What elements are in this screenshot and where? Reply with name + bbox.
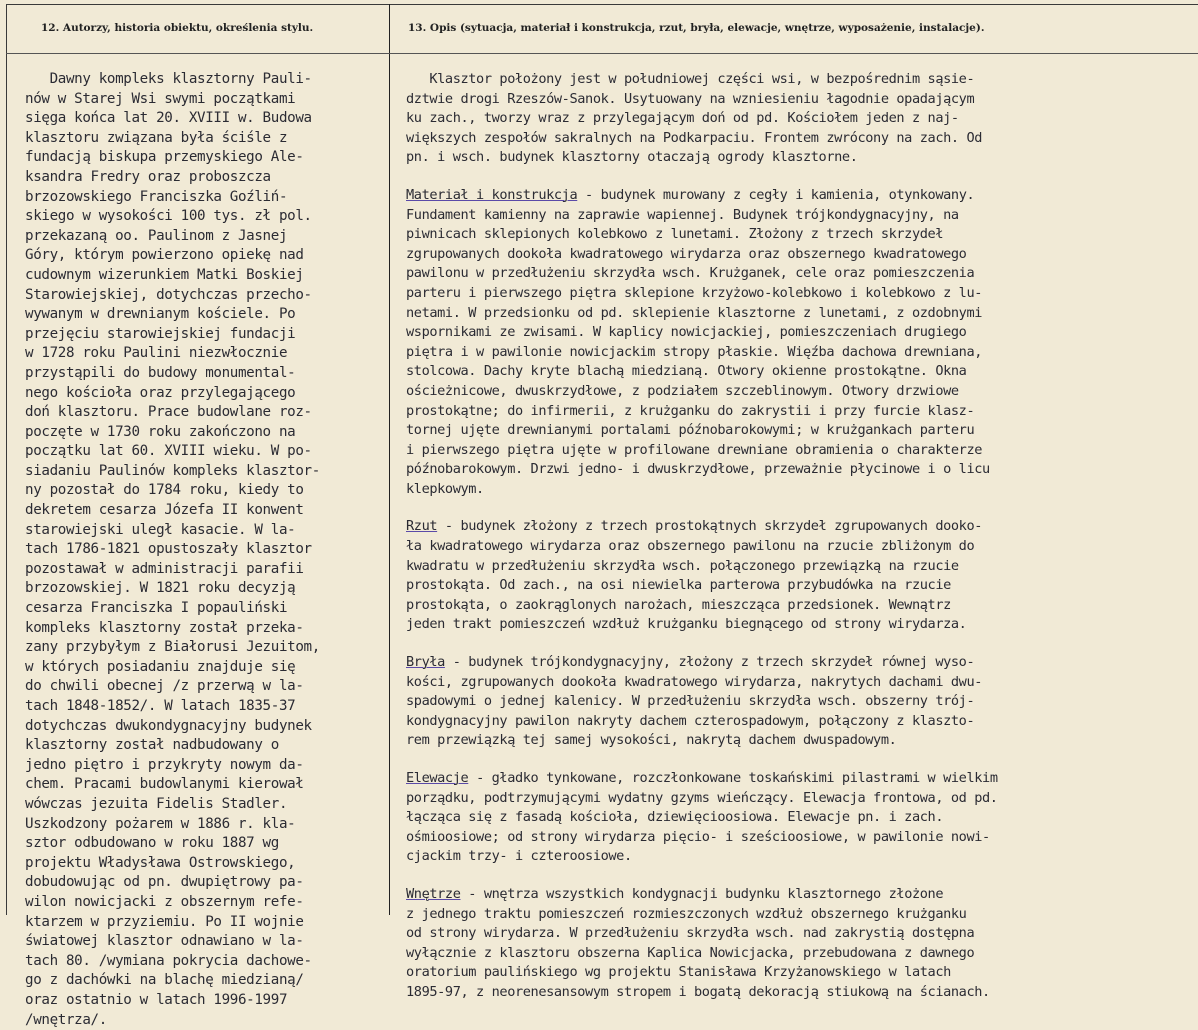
sheet-top-border	[6, 4, 1198, 5]
section-heading: Bryła	[406, 654, 445, 670]
section-heading: Materiał i konstrukcja	[406, 187, 577, 203]
description-text-line: pn. i wsch. budynek klasztorny otaczają ogrody klasztorne.	[406, 148, 998, 168]
header-rule	[6, 53, 1198, 54]
description-text-line: z jednego traktu pomieszczeń rozmieszczonych wzdłuż obszernego krużganku	[406, 905, 998, 925]
history-text-line: chem. Pracami budowlanymi kierował	[25, 775, 320, 795]
history-text-line: cudownym wizerunkiem Matki Boskiej	[25, 266, 320, 286]
description-text-line: od strony wirydarza. W przedłużeniu skrzydła wsch. nad zakrystią dostępna	[406, 924, 998, 944]
section-heading: Elewacje	[406, 770, 468, 786]
history-text-line: tach 1848-1852/. W latach 1835-37	[25, 697, 320, 717]
description-text-line: zgrupowanych dookoła kwadratowego wirydarza oraz obszernego kwadratowego	[406, 245, 998, 265]
description-section	[406, 517, 998, 635]
history-text-line: pozostawał w administracji parafii	[25, 560, 320, 580]
history-text-line: wilon nowicjacki z obszernym refe-	[25, 893, 320, 913]
history-text-line: sięga końca lat 20. XVIII w. Budowa	[25, 109, 320, 129]
history-text-line: ny pozostał do 1784 roku, kiedy to	[25, 481, 320, 501]
section-first-line	[406, 653, 998, 673]
history-text-line: sztor odbudowano w roku 1887 wg	[25, 834, 320, 854]
description-text-line: późnobarokowym. Drzwi jedno- i dwuskrzydłowe, przeważnie płycinowe i o licu	[406, 460, 998, 480]
history-text-line: go z dachówki na blachę miedzianą/	[25, 971, 320, 991]
description-text-line: cjackim trzy- i czteroosiowe.	[406, 847, 998, 867]
description-text-line: wyłącznie z klasztoru obszerna Kaplica Nowicjacka, przebudowana z dawnego	[406, 944, 998, 964]
right-column-heading: 13. Opis (sytuacja, materiał i konstrukcja, rzut, bryła, elewacje, wnętrze, wyposażenie, instalacje).	[408, 22, 985, 34]
description-text-line: netami. W przedsionku od pd. sklepienie klasztorne z lunetami, z ozdobnymi	[406, 304, 998, 324]
description-text-line: 1895-97, z neorenesansowym stropem i bogatą dekoracją stiukową na ścianach.	[406, 983, 998, 1003]
description-text-line: tornej ujęte drewnianymi portalami późnobarokowymi; w krużgankach parteru	[406, 421, 998, 441]
history-text-line: tach 80. /wymiana pokrycia dachowe-	[25, 952, 320, 972]
description-text-line: ościeżnicowe, dwuskrzydłowe, z podziałem szczeblinowym. Otwory drzwiowe	[406, 382, 998, 402]
section-first-line-text: - budynek murowany z cegły i kamienia, otynkowany.	[577, 187, 974, 203]
description-text-line: stolcowa. Dachy kryte blachą miedzianą. Otwory okienne prostokątne. Okna	[406, 362, 998, 382]
history-text-line: w których posiadaniu znajduje się	[25, 658, 320, 678]
sheet-left-border	[6, 4, 7, 915]
description-text-line: ła kwadratowego wirydarza oraz obszernego pawilonu na rzucie zbliżonym do	[406, 537, 998, 557]
history-text-line: zany przybyłym z Białorusi Jezuitom,	[25, 638, 320, 658]
history-text-line: dotychczas dwukondygnacyjny budynek	[25, 717, 320, 737]
history-text-line: wywanym w drewnianym kościele. Po	[25, 305, 320, 325]
history-text-line: przejęciu starowiejskiej fundacji	[25, 325, 320, 345]
description-text-column	[406, 70, 998, 1003]
history-text-line: brzozowskiego Franciszka Goźliń-	[25, 188, 320, 208]
section-first-line	[406, 769, 998, 789]
description-section	[406, 885, 998, 1003]
description-text-line: kondygnacyjny pawilon nakryty dachem czterospadowym, połączony z klaszto-	[406, 712, 998, 732]
description-text-line: ośmioosiowe; od strony wirydarza pięcio- i sześcioosiowe, w pawilonie nowi-	[406, 828, 998, 848]
description-section	[406, 769, 998, 867]
description-text-line: rem przewiązką tej samej wysokości, nakrytą dachem dwuspadowym.	[406, 731, 998, 751]
section-heading: Rzut	[406, 518, 437, 534]
description-text-line: Klasztor położony jest w południowej części wsi, w bezpośrednim sąsie-	[406, 70, 998, 90]
description-section	[406, 653, 998, 751]
section-gap	[406, 168, 998, 186]
history-text-line: przekazaną oo. Paulinom z Jasnej	[25, 227, 320, 247]
history-text-line: tach 1786-1821 opustoszały klasztor	[25, 540, 320, 560]
section-first-line	[406, 517, 998, 537]
description-text-line: klepkowym.	[406, 480, 998, 500]
description-section	[406, 186, 998, 500]
description-text-line: piętra i w pawilonie nowicjackim stropy płaskie. Więźba dachowa drewniana,	[406, 343, 998, 363]
history-text-line: wówczas jezuita Fidelis Stadler.	[25, 795, 320, 815]
history-text-line: klasztorny został nadbudowany o	[25, 736, 320, 756]
section-first-line-text: - budynek złożony z trzech prostokątnych skrzydeł zgrupowanych dooko-	[437, 518, 982, 534]
description-text-line: łącząca się z fasadą kościoła, dziewięcioosiowa. Elewacje pn. i zach.	[406, 808, 998, 828]
description-text-line: oratorium paulińskiego wg projektu Stanisława Krzyżanowskiego w latach	[406, 963, 998, 983]
history-text-line: Góry, którym powierzono opiekę nad	[25, 246, 320, 266]
section-gap	[406, 867, 998, 885]
history-text-line: początku lat 60. XVIII wieku. W po-	[25, 442, 320, 462]
history-text-line: Dawny kompleks klasztorny Pauli-	[25, 70, 320, 90]
section-first-line	[406, 186, 998, 206]
history-text-line: ksandra Fredry oraz proboszcza	[25, 168, 320, 188]
history-text-line: Starowiejskiej, dotychczas przecho-	[25, 286, 320, 306]
history-text-line: dekretem cesarza Józefa II konwent	[25, 501, 320, 521]
description-section	[406, 70, 998, 168]
section-first-line-text: - budynek trójkondygnacyjny, złożony z trzech skrzydeł równej wyso-	[445, 654, 974, 670]
description-text-line: prostokąta. Od zach., na osi niewielka parterowa przybudówka na rzucie	[406, 576, 998, 596]
description-text-line: Fundament kamienny na zaprawie wapiennej. Budynek trójkondygnacyjny, na	[406, 206, 998, 226]
history-text-line: /wnętrza/.	[25, 1011, 320, 1030]
description-text-line: i pierwszego piętra ujęte w profilowane drewniane obramienia o charakterze	[406, 441, 998, 461]
history-text-line: Uszkodzony pożarem w 1886 r. kla-	[25, 815, 320, 835]
section-gap	[406, 499, 998, 517]
history-text-line: kompleks klasztorny został przeka-	[25, 619, 320, 639]
history-text-line: siadaniu Paulinów kompleks klasztor-	[25, 462, 320, 482]
history-text-line: nów w Starej Wsi swymi początkami	[25, 90, 320, 110]
history-text-line: projektu Władysława Ostrowskiego,	[25, 854, 320, 874]
history-text-line: nego kościoła oraz przylegającego	[25, 384, 320, 404]
history-text-line: przystąpili do budowy monumental-	[25, 364, 320, 384]
history-text-line: oraz ostatnio w latach 1996-1997	[25, 991, 320, 1011]
history-text-line: jedno piętro i przykryty nowym da-	[25, 756, 320, 776]
history-text-line: poczęte w 1730 roku zakończono na	[25, 423, 320, 443]
history-text-line: światowej klasztor odnawiano w la-	[25, 932, 320, 952]
history-text-line: cesarza Franciszka I popauliński	[25, 599, 320, 619]
section-gap	[406, 751, 998, 769]
description-text-line: kości, zgrupowanych dookoła kwadratowego wirydarza, nakrytych dachami dwu-	[406, 673, 998, 693]
section-heading: Wnętrze	[406, 886, 461, 902]
description-text-line: wspornikami ze zwisami. W kaplicy nowicjackiej, pomieszczeniach drugiego	[406, 323, 998, 343]
history-text-line: fundacją biskupa przemyskiego Ale-	[25, 148, 320, 168]
description-text-line: prostokątne; do infirmerii, z krużganku do zakrystii i przy furcie klasz-	[406, 402, 998, 422]
history-text-line: skiego w wysokości 100 tys. zł pol.	[25, 207, 320, 227]
history-text-line: doń klasztoru. Prace budowlane roz-	[25, 403, 320, 423]
history-text-line: ktarzem w przyziemiu. Po II wojnie	[25, 913, 320, 933]
section-first-line-text: - wnętrza wszystkich kondygnacji budynku klasztornego złożone	[461, 886, 944, 902]
section-first-line	[406, 885, 998, 905]
history-text-line: starowiejski uległ kasacie. W la-	[25, 521, 320, 541]
description-text-line: prostokąta, o zaokrąglonych narożach, mieszcząca przedsionek. Wewnątrz	[406, 596, 998, 616]
description-text-line: piwnicach sklepionych kolebkowo z lunetami. Złożony z trzech skrzydeł	[406, 225, 998, 245]
column-divider	[389, 4, 390, 915]
description-text-line: kwadratu w przedłużeniu skrzydła wsch. połączonego przewiązką na rzucie	[406, 557, 998, 577]
description-text-line: ku zach., tworzy wraz z przylegającym doń od pd. Kościołem jeden z naj-	[406, 109, 998, 129]
description-text-line: spadowymi o jednej kalenicy. W przedłużeniu skrzydła wsch. obszerny trój-	[406, 692, 998, 712]
history-text-column	[25, 70, 320, 1030]
description-text-line: jeden trakt pomieszczeń wzdłuż krużganku biegnącego od strony wirydarza.	[406, 615, 998, 635]
description-text-line: dztwie drogi Rzeszów-Sanok. Usytuowany na wzniesieniu łagodnie opadającym	[406, 90, 998, 110]
description-text-line: pawilonu w przedłużeniu skrzydła wsch. Krużganek, cele oraz pomieszczenia	[406, 264, 998, 284]
description-text-line: parteru i pierwszego piętra sklepione krzyżowo-kolebkowo i kolebkowo z lu-	[406, 284, 998, 304]
description-text-line: porządku, podtrzymującymi wydatny gzyms wieńczący. Elewacja frontowa, od pd.	[406, 789, 998, 809]
section-first-line-text: - gładko tynkowane, rozczłonkowane toskańskimi pilastrami w wielkim	[468, 770, 997, 786]
left-column-heading: 12. Autorzy, historia obiektu, określenia stylu.	[41, 22, 313, 34]
history-text-line: w 1728 roku Paulini niezwłocznie	[25, 344, 320, 364]
history-text-line: do chwili obecnej /z przerwą w la-	[25, 677, 320, 697]
history-text-line: klasztoru związana była ściśle z	[25, 129, 320, 149]
history-text-line: dobudowując od pn. dwupiętrowy pa-	[25, 873, 320, 893]
description-text-line: większych zespołów sakralnych na Podkarpaciu. Frontem zwrócony na zach. Od	[406, 129, 998, 149]
section-gap	[406, 635, 998, 653]
history-text-line: brzozowskiej. W 1821 roku decyzją	[25, 579, 320, 599]
